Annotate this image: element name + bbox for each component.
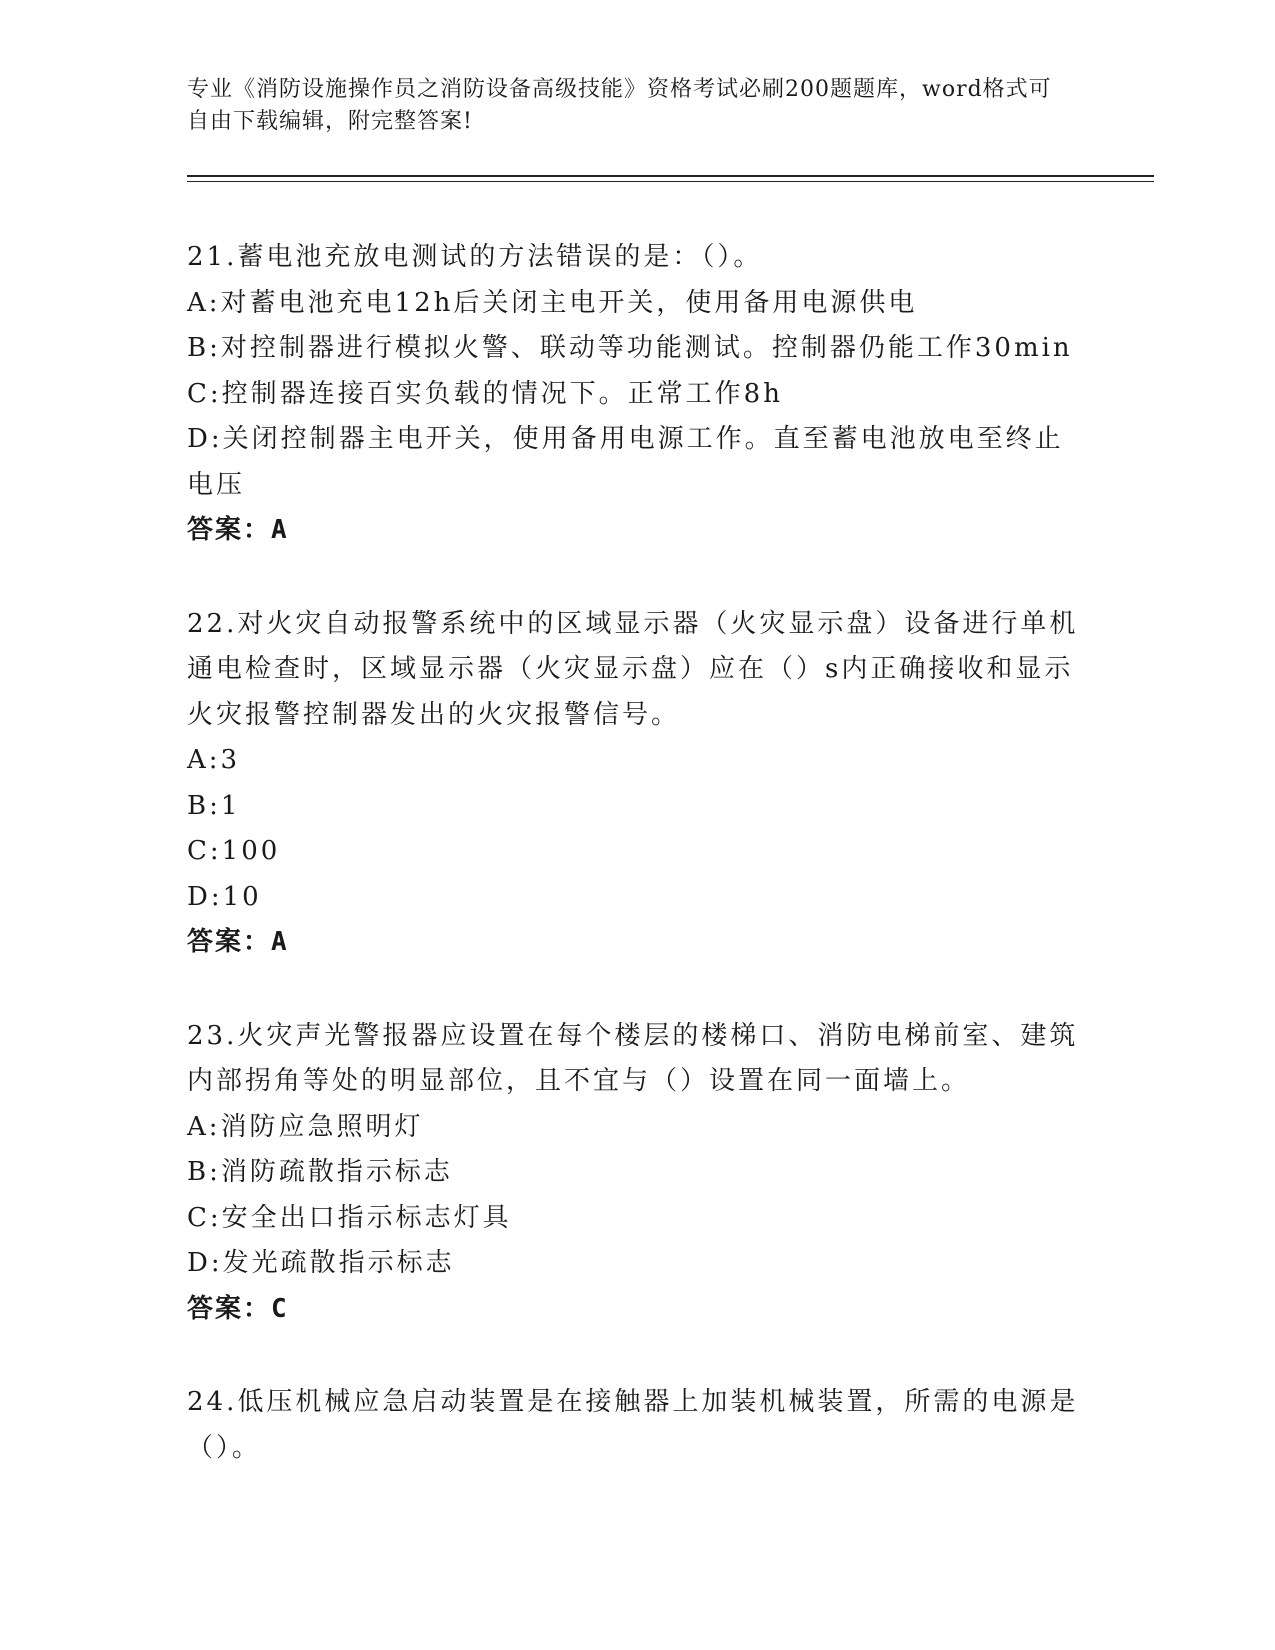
answer-value: A [271, 927, 289, 957]
header-rule [187, 181, 1154, 182]
option-d: D:关闭控制器主电开关，使用备用电源工作。直至蓄电池放电至终止电压 [187, 424, 1064, 500]
answer-line [187, 920, 1087, 966]
question-stem: 23.火灾声光警报器应设置在每个楼层的楼梯口、消防电梯前室、建筑内部拐角等处的明显部位，且不宜与（）设置在同一面墙上。 [187, 1020, 1079, 1096]
question-stem: 22.对火灾自动报警系统中的区域显示器（火灾显示盘）设备进行单机通电检查时，区域显示器（火灾显示盘）应在（）s内正确接收和显示火灾报警控制器发出的火灾报警信号。 [187, 608, 1079, 730]
option-a: A:3 [187, 745, 241, 775]
option-d: D:发光疏散指示标志 [187, 1248, 455, 1278]
question-stem: 24.低压机械应急启动装置是在接触器上加装机械装置，所需的电源是（）。 [187, 1387, 1079, 1463]
answer-label: 答案： [187, 515, 272, 545]
option-a: A:消防应急照明灯 [187, 1111, 424, 1142]
option-c: C:控制器连接百实负载的情况下。正常工作8h [187, 378, 783, 409]
question-item [187, 602, 1087, 966]
question-item [187, 235, 1087, 554]
option-b: B:1 [187, 790, 241, 821]
answer-value: A [271, 515, 289, 545]
option-a: A:对蓄电池充电12h后关闭主电开关，使用备用电源供电 [187, 287, 918, 318]
answer-label: 答案： [187, 927, 272, 957]
option-d: D:10 [187, 881, 262, 912]
answer-value: C [271, 1293, 289, 1324]
option-c: C:100 [187, 836, 281, 866]
answer-line [187, 1287, 1087, 1333]
option-b: B:消防疏散指示标志 [187, 1157, 453, 1187]
answer-line [187, 508, 1087, 554]
header-rule [187, 175, 1154, 177]
question-item [187, 1380, 1087, 1471]
option-b: B:对控制器进行模拟火警、联动等功能测试。控制器仍能工作30min [187, 333, 1073, 363]
question-stem: 21.蓄电池充放电测试的方法错误的是：（）。 [187, 242, 763, 272]
question-list [187, 235, 1087, 1519]
answer-label: 答案： [187, 1293, 272, 1324]
document-header: 专业《消防设施操作员之消防设备高级技能》资格考试必刷200题题库，word格式可自由下载编辑，附完整答案! [187, 77, 1052, 134]
question-item [187, 1014, 1087, 1333]
option-c: C:安全出口指示标志灯具 [187, 1202, 512, 1233]
